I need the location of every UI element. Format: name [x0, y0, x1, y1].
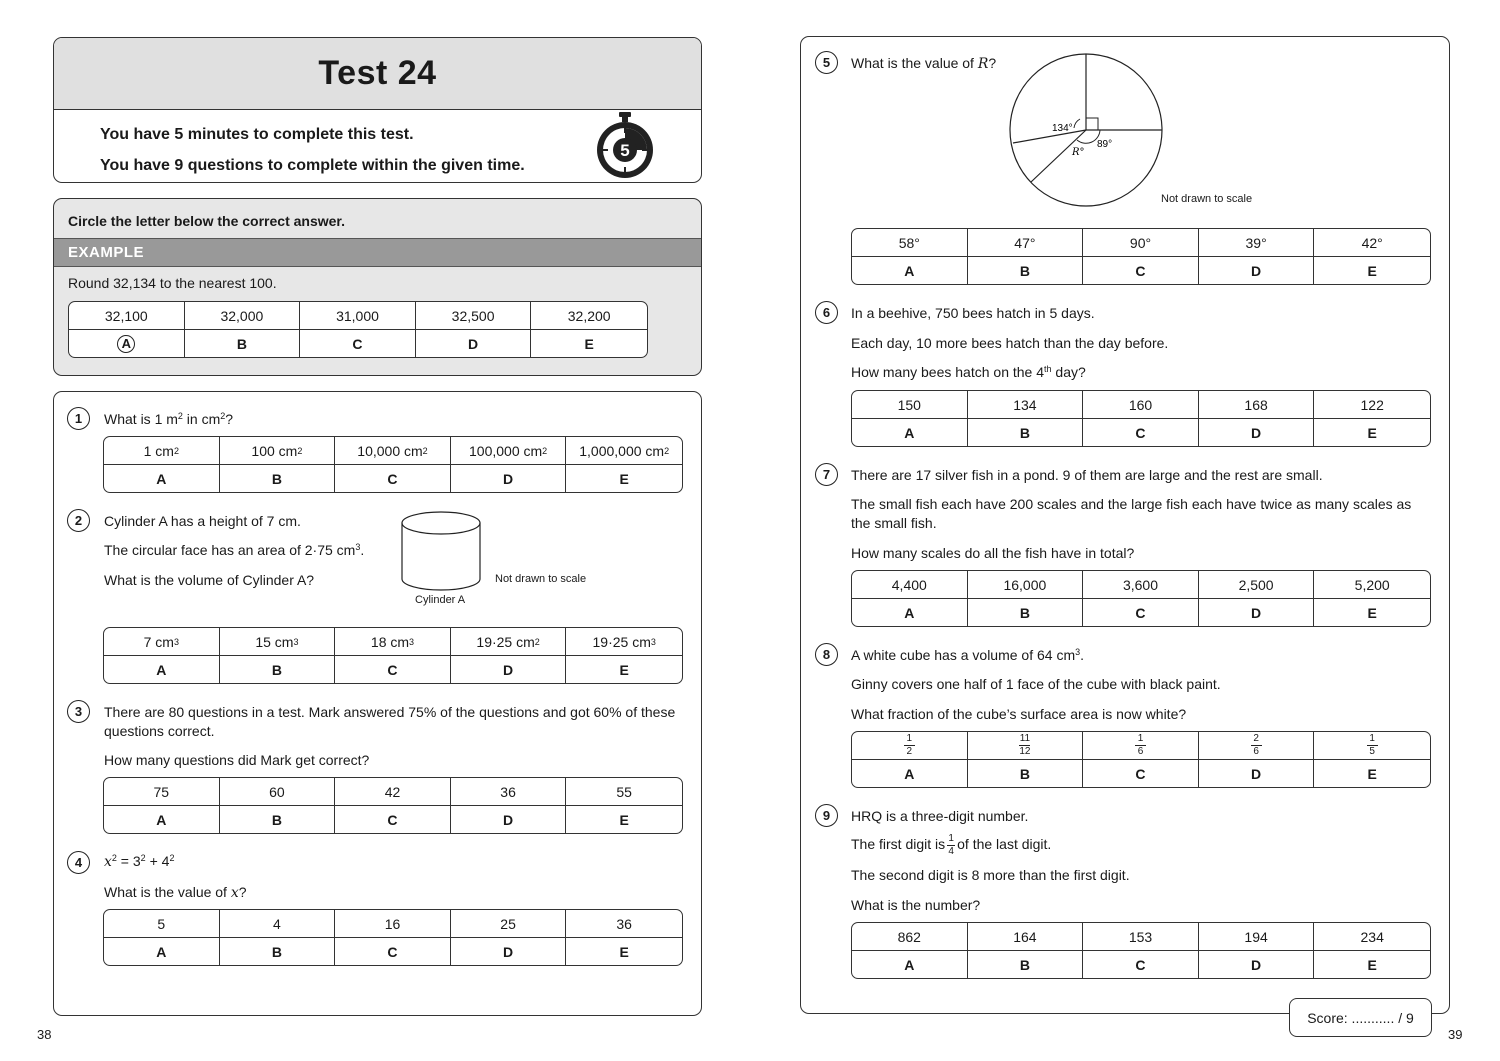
- q2-value-d: 19·25 cm 2: [451, 628, 567, 656]
- q9-option-b[interactable]: B: [968, 951, 1084, 978]
- question-number-2: 2: [67, 509, 90, 532]
- q2-option-c[interactable]: C: [335, 656, 451, 683]
- q8-option-c[interactable]: C: [1083, 760, 1199, 787]
- q8-option-b[interactable]: B: [968, 760, 1084, 787]
- angle-label-89: 89°: [1097, 139, 1113, 150]
- question-number-9: 9: [815, 804, 838, 827]
- angle-label-r: R°: [1072, 147, 1085, 158]
- test-info: [54, 110, 701, 181]
- q2-option-a[interactable]: A: [104, 656, 220, 683]
- q7-value-e: 5,200: [1314, 571, 1430, 599]
- q7-option-b[interactable]: B: [968, 599, 1084, 626]
- q1-option-b[interactable]: B: [220, 465, 336, 492]
- question-9-line-4: What is the number?: [851, 897, 981, 913]
- q7-option-c[interactable]: C: [1083, 599, 1199, 626]
- q4-option-d[interactable]: D: [451, 938, 567, 965]
- timer-minutes: 5: [620, 141, 630, 160]
- angle-label-134: 134°: [1052, 123, 1073, 134]
- stopwatch-icon: [595, 112, 655, 182]
- q3-option-b[interactable]: B: [220, 806, 336, 833]
- q2-option-d[interactable]: D: [451, 656, 567, 683]
- example-value-a: 32,100: [69, 302, 185, 330]
- q8-value-a: $\frac{1}{2}$: [852, 732, 968, 760]
- question-3-line-1: There are 80 questions in a test. Mark answered 75% of the questions and got 60% of these questions correct.: [104, 704, 676, 739]
- question-count-text: You have 9 questions to complete within the given time.: [100, 157, 525, 174]
- question-2-line-1: Cylinder A has a height of 7 cm.: [104, 513, 301, 529]
- q8-value-e: $\frac{1}{5}$: [1314, 732, 1430, 760]
- q4-value-c: 16: [335, 910, 451, 938]
- q4-option-a[interactable]: A: [104, 938, 220, 965]
- q3-option-a[interactable]: A: [104, 806, 220, 833]
- q1-value-d: 100,000 cm 2: [451, 437, 567, 465]
- question-4-line-2: What is the value of x?: [104, 884, 247, 901]
- q8-value-d: $\frac{2}{6}$: [1199, 732, 1315, 760]
- q8-option-d[interactable]: D: [1199, 760, 1315, 787]
- cylinder-label: Cylinder A: [415, 594, 466, 606]
- q4-option-b[interactable]: B: [220, 938, 336, 965]
- q8-option-a[interactable]: A: [852, 760, 968, 787]
- question-2-line-3: What is the volume of Cylinder A?: [104, 572, 315, 588]
- q4-value-e: 36: [566, 910, 682, 938]
- q4-value-a: 5: [104, 910, 220, 938]
- q2-value-c: 18 cm 3: [335, 628, 451, 656]
- question-1-answers: [103, 436, 683, 493]
- q6-value-b: 134: [968, 391, 1084, 419]
- q4-value-b: 4: [220, 910, 336, 938]
- q5-option-d[interactable]: D: [1199, 257, 1315, 284]
- question-number-7: 7: [815, 463, 838, 486]
- q3-value-e: 55: [566, 778, 682, 806]
- q2-option-b[interactable]: B: [220, 656, 336, 683]
- q4-option-e[interactable]: E: [619, 943, 629, 960]
- q6-value-e: 122: [1314, 391, 1430, 419]
- question-8-line-3: What fraction of the cube’s surface area is now white?: [851, 706, 1187, 722]
- q5-value-c: 90°: [1083, 229, 1199, 257]
- instructions-heading: Circle the letter below the correct answer.: [68, 213, 345, 229]
- question-3-answers: [103, 777, 683, 834]
- question-8-line-2: Ginny covers one half of 1 face of the cube with black paint.: [851, 676, 1221, 692]
- example-value-e: 32,200: [531, 302, 647, 330]
- question-1-text: What is 1 $m^2$ in $cm^2$?: [104, 411, 234, 427]
- score-box[interactable]: [1289, 998, 1432, 1037]
- question-number-3: 3: [67, 700, 90, 723]
- q2-value-e: 19·25 cm 3: [566, 628, 682, 656]
- question-6-line-1: In a beehive, 750 bees hatch in 5 days.: [851, 305, 1095, 321]
- q3-value-b: 60: [220, 778, 336, 806]
- question-5-text: What is the value of R?: [851, 55, 997, 72]
- example-value-d: 32,500: [416, 302, 532, 330]
- q6-value-c: 160: [1083, 391, 1199, 419]
- q9-value-d: 194: [1199, 923, 1315, 951]
- q3-value-a: 75: [104, 778, 220, 806]
- q5-option-e[interactable]: E: [1367, 262, 1377, 279]
- question-number-1: 1: [67, 407, 90, 430]
- q1-value-a: 1 cm 2: [104, 437, 220, 465]
- question-4-answers: [103, 909, 683, 966]
- q6-option-c[interactable]: C: [1083, 419, 1199, 446]
- page-title: Test 24: [318, 54, 437, 92]
- q9-option-d[interactable]: D: [1199, 951, 1315, 978]
- q9-option-e[interactable]: E: [1367, 956, 1377, 973]
- question-8-line-1: A white cube has a volume of 64 $cm^3$.: [851, 647, 1085, 663]
- q3-option-d[interactable]: D: [451, 806, 567, 833]
- q9-value-b: 164: [968, 923, 1084, 951]
- example-option-e[interactable]: E: [584, 335, 594, 352]
- question-2-answers: [103, 627, 683, 684]
- q1-value-b: 100 cm 2: [220, 437, 336, 465]
- example-question: Round 32,134 to the nearest 100.: [68, 275, 277, 291]
- q1-option-a[interactable]: A: [104, 465, 220, 492]
- q7-value-b: 16,000: [968, 571, 1084, 599]
- q2-value-a: 7 cm 3: [104, 628, 220, 656]
- q4-option-c[interactable]: C: [335, 938, 451, 965]
- question-6-answers: [851, 390, 1431, 447]
- q9-value-e: 234: [1314, 923, 1430, 951]
- q9-value-a: 862: [852, 923, 968, 951]
- q8-option-e[interactable]: E: [1367, 765, 1377, 782]
- q2-option-e[interactable]: E: [619, 661, 629, 678]
- question-2-line-2: The circular face has an area of 2·75 $cm^3$.: [104, 542, 365, 558]
- q6-option-a[interactable]: A: [852, 419, 968, 446]
- q9-option-c[interactable]: C: [1083, 951, 1199, 978]
- test-header: [53, 37, 702, 183]
- page-number-right: 39: [1448, 1027, 1463, 1042]
- q4-value-d: 25: [451, 910, 567, 938]
- example-option-b[interactable]: B: [185, 330, 301, 357]
- q5-option-a[interactable]: A: [852, 257, 968, 284]
- example-answer-table: [68, 301, 648, 358]
- q3-value-c: 42: [335, 778, 451, 806]
- q5-scale-note: Not drawn to scale: [1161, 193, 1253, 205]
- page-number-left: 38: [37, 1027, 52, 1042]
- q1-option-d[interactable]: D: [451, 465, 567, 492]
- q6-value-d: 168: [1199, 391, 1315, 419]
- question-5-answers: [851, 228, 1431, 285]
- time-limit-text: You have 5 minutes to complete this test.: [100, 126, 414, 143]
- score-label: Score: ........... / 9: [1307, 1009, 1414, 1026]
- example-option-c[interactable]: C: [300, 330, 416, 357]
- question-3-line-2: How many questions did Mark get correct?: [104, 752, 370, 768]
- example-label: EXAMPLE: [54, 238, 701, 267]
- question-number-6: 6: [815, 301, 838, 324]
- question-7-line-3: How many scales do all the fish have in total?: [851, 545, 1135, 561]
- question-6-line-3: How many bees hatch on the 4th day?: [851, 364, 1086, 380]
- q5-value-e: 42°: [1314, 229, 1430, 257]
- q5-value-b: 47°: [968, 229, 1084, 257]
- cylinder-figure: [398, 506, 484, 596]
- question-number-4: 4: [67, 851, 90, 874]
- example-value-b: 32,000: [185, 302, 301, 330]
- q2-value-b: 15 cm 3: [220, 628, 336, 656]
- q3-option-c[interactable]: C: [335, 806, 451, 833]
- q3-value-d: 36: [451, 778, 567, 806]
- q7-value-a: 4,400: [852, 571, 968, 599]
- q1-value-e: 1,000,000 cm 2: [566, 437, 682, 465]
- question-7-line-2: The small fish each have 200 scales and the large fish each have twice as many scales as the small fish.: [851, 496, 1412, 531]
- title-bar: [54, 38, 701, 110]
- q9-value-c: 153: [1083, 923, 1199, 951]
- q7-option-d[interactable]: D: [1199, 599, 1315, 626]
- question-number-8: 8: [815, 643, 838, 666]
- q6-option-e[interactable]: E: [1367, 424, 1377, 441]
- q7-option-e[interactable]: E: [1367, 604, 1377, 621]
- q6-option-d[interactable]: D: [1199, 419, 1315, 446]
- q1-option-e[interactable]: E: [619, 470, 629, 487]
- question-7-line-1: There are 17 silver fish in a pond. 9 of them are large and the rest are small.: [851, 467, 1323, 483]
- q8-value-b: $\frac{11}{12}$: [968, 732, 1084, 760]
- q5-value-a: 58°: [852, 229, 968, 257]
- q5-value-d: 39°: [1199, 229, 1315, 257]
- q7-value-d: 2,500: [1199, 571, 1315, 599]
- q5-option-c[interactable]: C: [1083, 257, 1199, 284]
- q9-option-a[interactable]: A: [852, 951, 968, 978]
- q3-option-e[interactable]: E: [619, 811, 629, 828]
- q6-value-a: 150: [852, 391, 968, 419]
- question-8-answers: [851, 731, 1431, 788]
- question-9-answers: [851, 922, 1431, 979]
- question-9-line-2: The first digit is $\frac{1}{4}$ of the last digit.: [851, 833, 1052, 857]
- example-value-c: 31,000: [300, 302, 416, 330]
- question-number-5: 5: [815, 51, 838, 74]
- q1-value-c: 10,000 cm 2: [335, 437, 451, 465]
- q8-value-c: $\frac{1}{6}$: [1083, 732, 1199, 760]
- circled-answer: A: [117, 335, 135, 353]
- question-9-line-1: HRQ is a three-digit number.: [851, 808, 1029, 824]
- question-9-line-3: The second digit is 8 more than the first digit.: [851, 867, 1130, 883]
- example-option-d[interactable]: D: [416, 330, 532, 357]
- q2-scale-note: Not drawn to scale: [495, 573, 587, 585]
- example-option-a[interactable]: [69, 330, 185, 357]
- q1-option-c[interactable]: C: [335, 465, 451, 492]
- question-4-equation: $x^2 = 3^2 + 4^2$: [104, 853, 175, 870]
- pie-angle-figure: [1000, 44, 1180, 214]
- question-7-answers: [851, 570, 1431, 627]
- q5-option-b[interactable]: B: [968, 257, 1084, 284]
- q6-option-b[interactable]: B: [968, 419, 1084, 446]
- q7-value-c: 3,600: [1083, 571, 1199, 599]
- q7-option-a[interactable]: A: [852, 599, 968, 626]
- question-6-line-2: Each day, 10 more bees hatch than the day before.: [851, 335, 1169, 351]
